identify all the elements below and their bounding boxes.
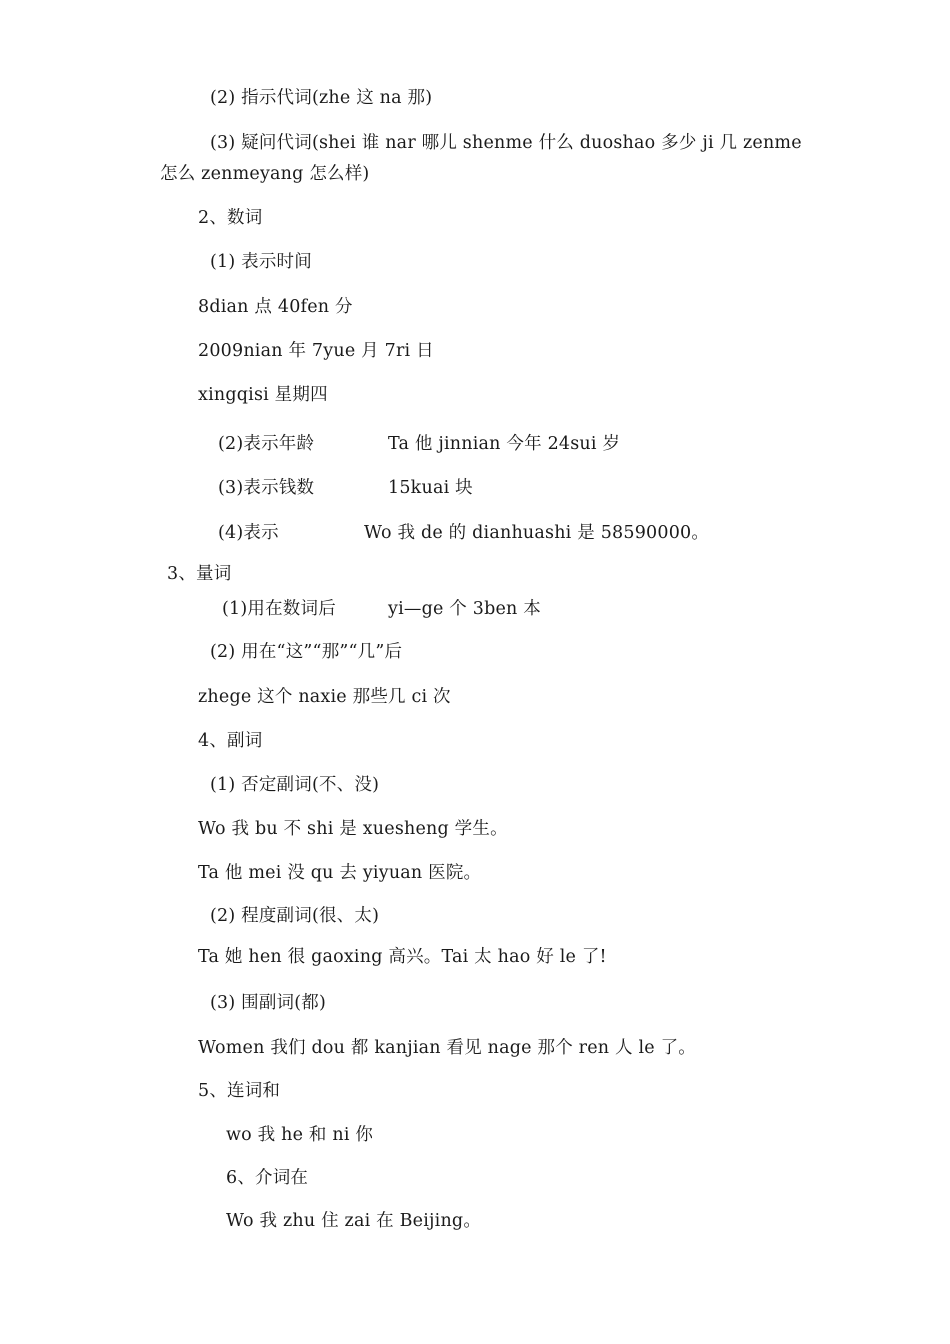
row-phone-label: (4)表示 [218, 523, 279, 543]
item-demonstrative-pronouns: (2) 指示代词(zhe 这 na 那) [210, 88, 433, 108]
example-negative-mei: Ta 他 mei 没 qu 去 yiyuan 医院。 [198, 863, 482, 883]
example-preposition: Wo 我 zhu 住 zai 在 Beijing。 [226, 1211, 482, 1231]
item-interrogative-pronouns: (3) 疑问代词(shei 谁 nar 哪儿 shenme 什么 duoshao 多少 ji 几 zenme [210, 133, 802, 153]
heading-measure-words: 3、量词 [167, 564, 232, 584]
example-degree-adverbs: Ta 她 hen 很 gaoxing 高兴。Tai 太 hao 好 le 了! [198, 947, 607, 967]
subheading-degree-adverbs: (2) 程度副词(很、太) [210, 906, 380, 926]
heading-conjunction: 5、连词和 [198, 1081, 281, 1101]
heading-numerals: 2、数词 [198, 208, 263, 228]
heading-adverbs: 4、副词 [198, 731, 263, 751]
row-age-example: Ta 他 jinnian 今年 24sui 岁 [388, 434, 621, 454]
heading-preposition: 6、介词在 [226, 1168, 309, 1188]
example-demonstrative-measure: zhege 这个 naxie 那些几 ci 次 [198, 687, 451, 707]
row-money-example: 15kuai 块 [388, 478, 473, 498]
row-after-numerals-example: yi—ge 个 3ben 本 [388, 599, 541, 619]
example-date: 2009nian 年 7yue 月 7ri 日 [198, 341, 434, 361]
row-phone-example: Wo 我 de 的 dianhuashi 是 58590000。 [364, 523, 710, 543]
subheading-scope-adverbs: (3) 围副词(都) [210, 993, 327, 1013]
example-negative-bu: Wo 我 bu 不 shi 是 xuesheng 学生。 [198, 819, 508, 839]
example-clock-time: 8dian 点 40fen 分 [198, 297, 353, 317]
subheading-negative-adverbs: (1) 否定副词(不、没) [210, 775, 380, 795]
example-weekday: xingqisi 星期四 [198, 385, 328, 405]
example-scope-adverbs: Women 我们 dou 都 kanjian 看见 nage 那个 ren 人 le 了。 [198, 1038, 696, 1058]
row-age-label: (2)表示年龄 [218, 434, 315, 454]
subheading-time: (1) 表示时间 [210, 252, 312, 272]
subheading-after-demonstratives: (2) 用在“这”“那”“几”后 [210, 642, 403, 662]
example-conjunction: wo 我 he 和 ni 你 [226, 1125, 374, 1145]
row-after-numerals-label: (1)用在数词后 [222, 599, 336, 619]
row-money-label: (3)表示钱数 [218, 478, 315, 498]
item-interrogative-pronouns-continued: 怎么 zenmeyang 怎么样) [160, 164, 370, 184]
